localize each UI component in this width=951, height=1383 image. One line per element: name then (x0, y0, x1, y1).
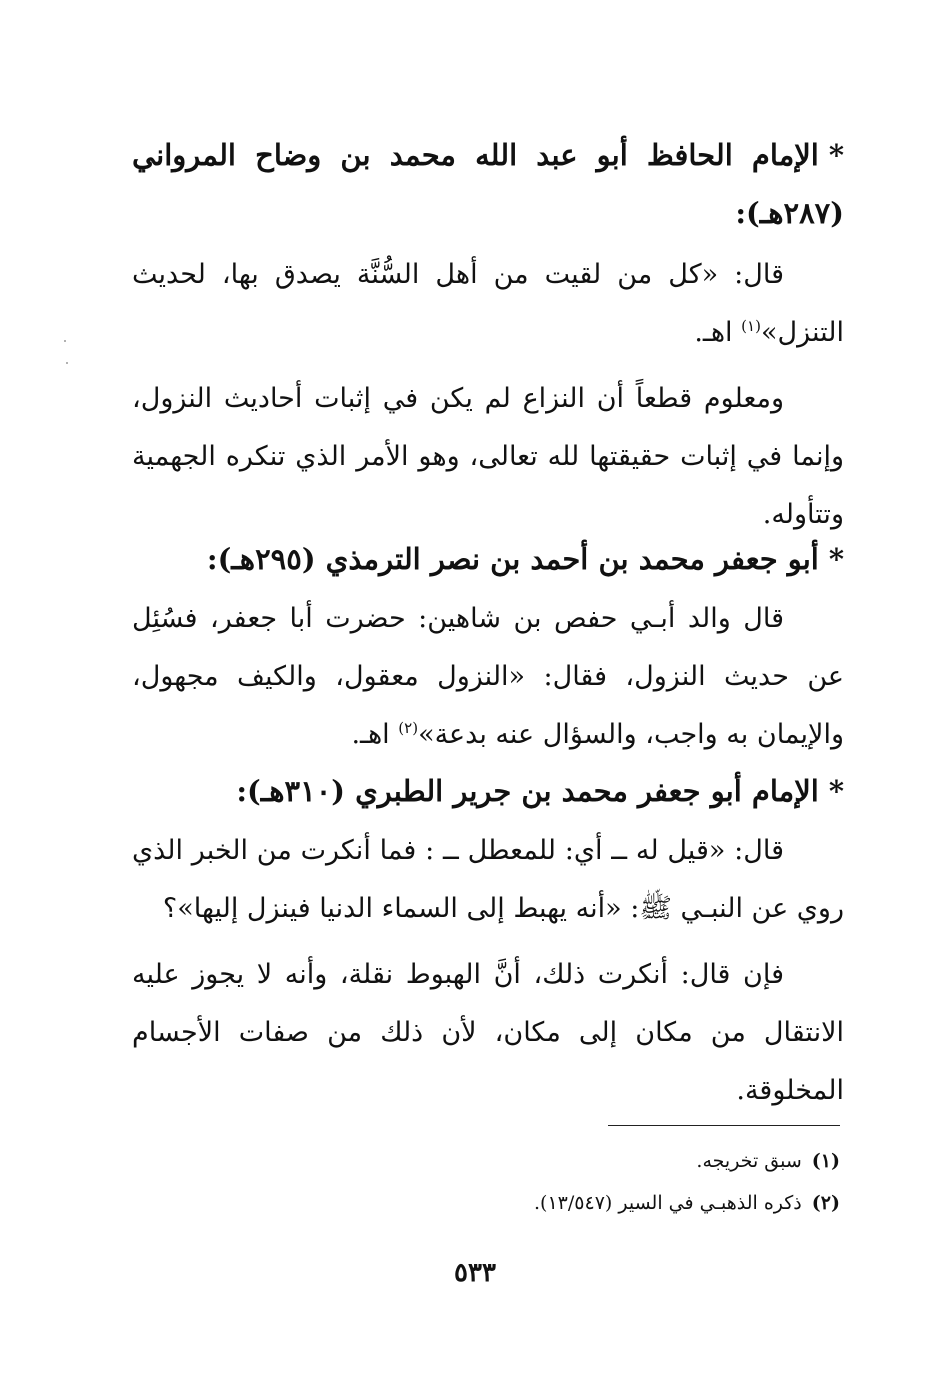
footnotes (300, 1140, 840, 1224)
section-2 (132, 530, 844, 764)
section-1-heading (132, 126, 844, 242)
section-3-paragraph-1 (132, 822, 844, 938)
footnote-ref-2: (٢) (398, 719, 419, 737)
section-1-paragraph-1 (132, 246, 844, 362)
footnote-ref-1: (١) (741, 317, 761, 335)
paragraph-text: فإن قال: أنكرت ذلك، أنَّ الهبوط نقلة، وأنه لا يجوز عليه الانتقال من مكان إلى مكان، لأن ذلك من صفات الأجسام المخلوقة. (132, 959, 844, 1106)
heading-marker: * (828, 774, 844, 808)
page-number: ٥٣٣ (454, 1258, 496, 1288)
section-1 (132, 126, 844, 544)
paragraph-text: قال: «قيل له ــ أي: للمعطل ــ : فما أنكرت من الخبر الذي روي عن النبـي ﷺ: «أنه يهبط إلى السماء الدنيا فينزل إليها»؟ (132, 835, 844, 924)
section-3 (132, 762, 844, 1120)
footnote-number: (١) (811, 1150, 840, 1172)
scan-speck (64, 340, 66, 342)
section-2-heading-text: أبو جعفر محمد بن أحمد بن نصر الترمذي (٢٩٥هـ): (206, 542, 819, 576)
section-2-heading (132, 530, 844, 588)
scan-speck (66, 362, 68, 364)
footnote-1 (300, 1140, 840, 1182)
section-3-paragraph-2 (132, 946, 844, 1120)
paragraph-tail: اهـ. (351, 719, 399, 750)
heading-marker: * (828, 542, 844, 576)
footnote-text: سبق تخريجه. (696, 1150, 802, 1172)
paragraph-tail: اهـ. (694, 317, 742, 348)
section-3-heading (132, 762, 844, 820)
section-2-paragraph-1 (132, 590, 844, 764)
footnote-separator (608, 1125, 840, 1126)
section-1-heading-text: الإمام الحافظ أبو عبد الله محمد بن وضاح المرواني (٢٨٧هـ): (132, 138, 844, 230)
heading-marker: * (828, 138, 844, 172)
footnote-number: (٢) (811, 1192, 840, 1214)
section-1-paragraph-2 (132, 370, 844, 544)
footnote-2 (300, 1182, 840, 1224)
paragraph-text: ومعلوم قطعاً أن النزاع لم يكن في إثبات أحاديث النزول، وإنما في إثبات حقيقتها لله تعالى، وهو الأمر الذي تنكره الجهمية وتتأوله. (132, 383, 844, 530)
paragraph-text: قال والد أبـي حفص بن شاهين: حضرت أبا جعفر، فسُئِل عن حديث النزول، فقال: «النزول معقول، والكيف مجهول، والإيمان به واجب، والسؤال عنه بدعة» (132, 603, 844, 750)
paragraph-text: قال: «كل من لقيت من أهل السُّنَّة يصدق بها، لحديث التنزل» (132, 259, 844, 348)
section-3-heading-text: الإمام أبو جعفر محمد بن جرير الطبري (٣١٠هـ): (236, 774, 819, 808)
footnote-text: ذكره الذهبـي في السير (١٣/٥٤٧). (534, 1192, 802, 1214)
